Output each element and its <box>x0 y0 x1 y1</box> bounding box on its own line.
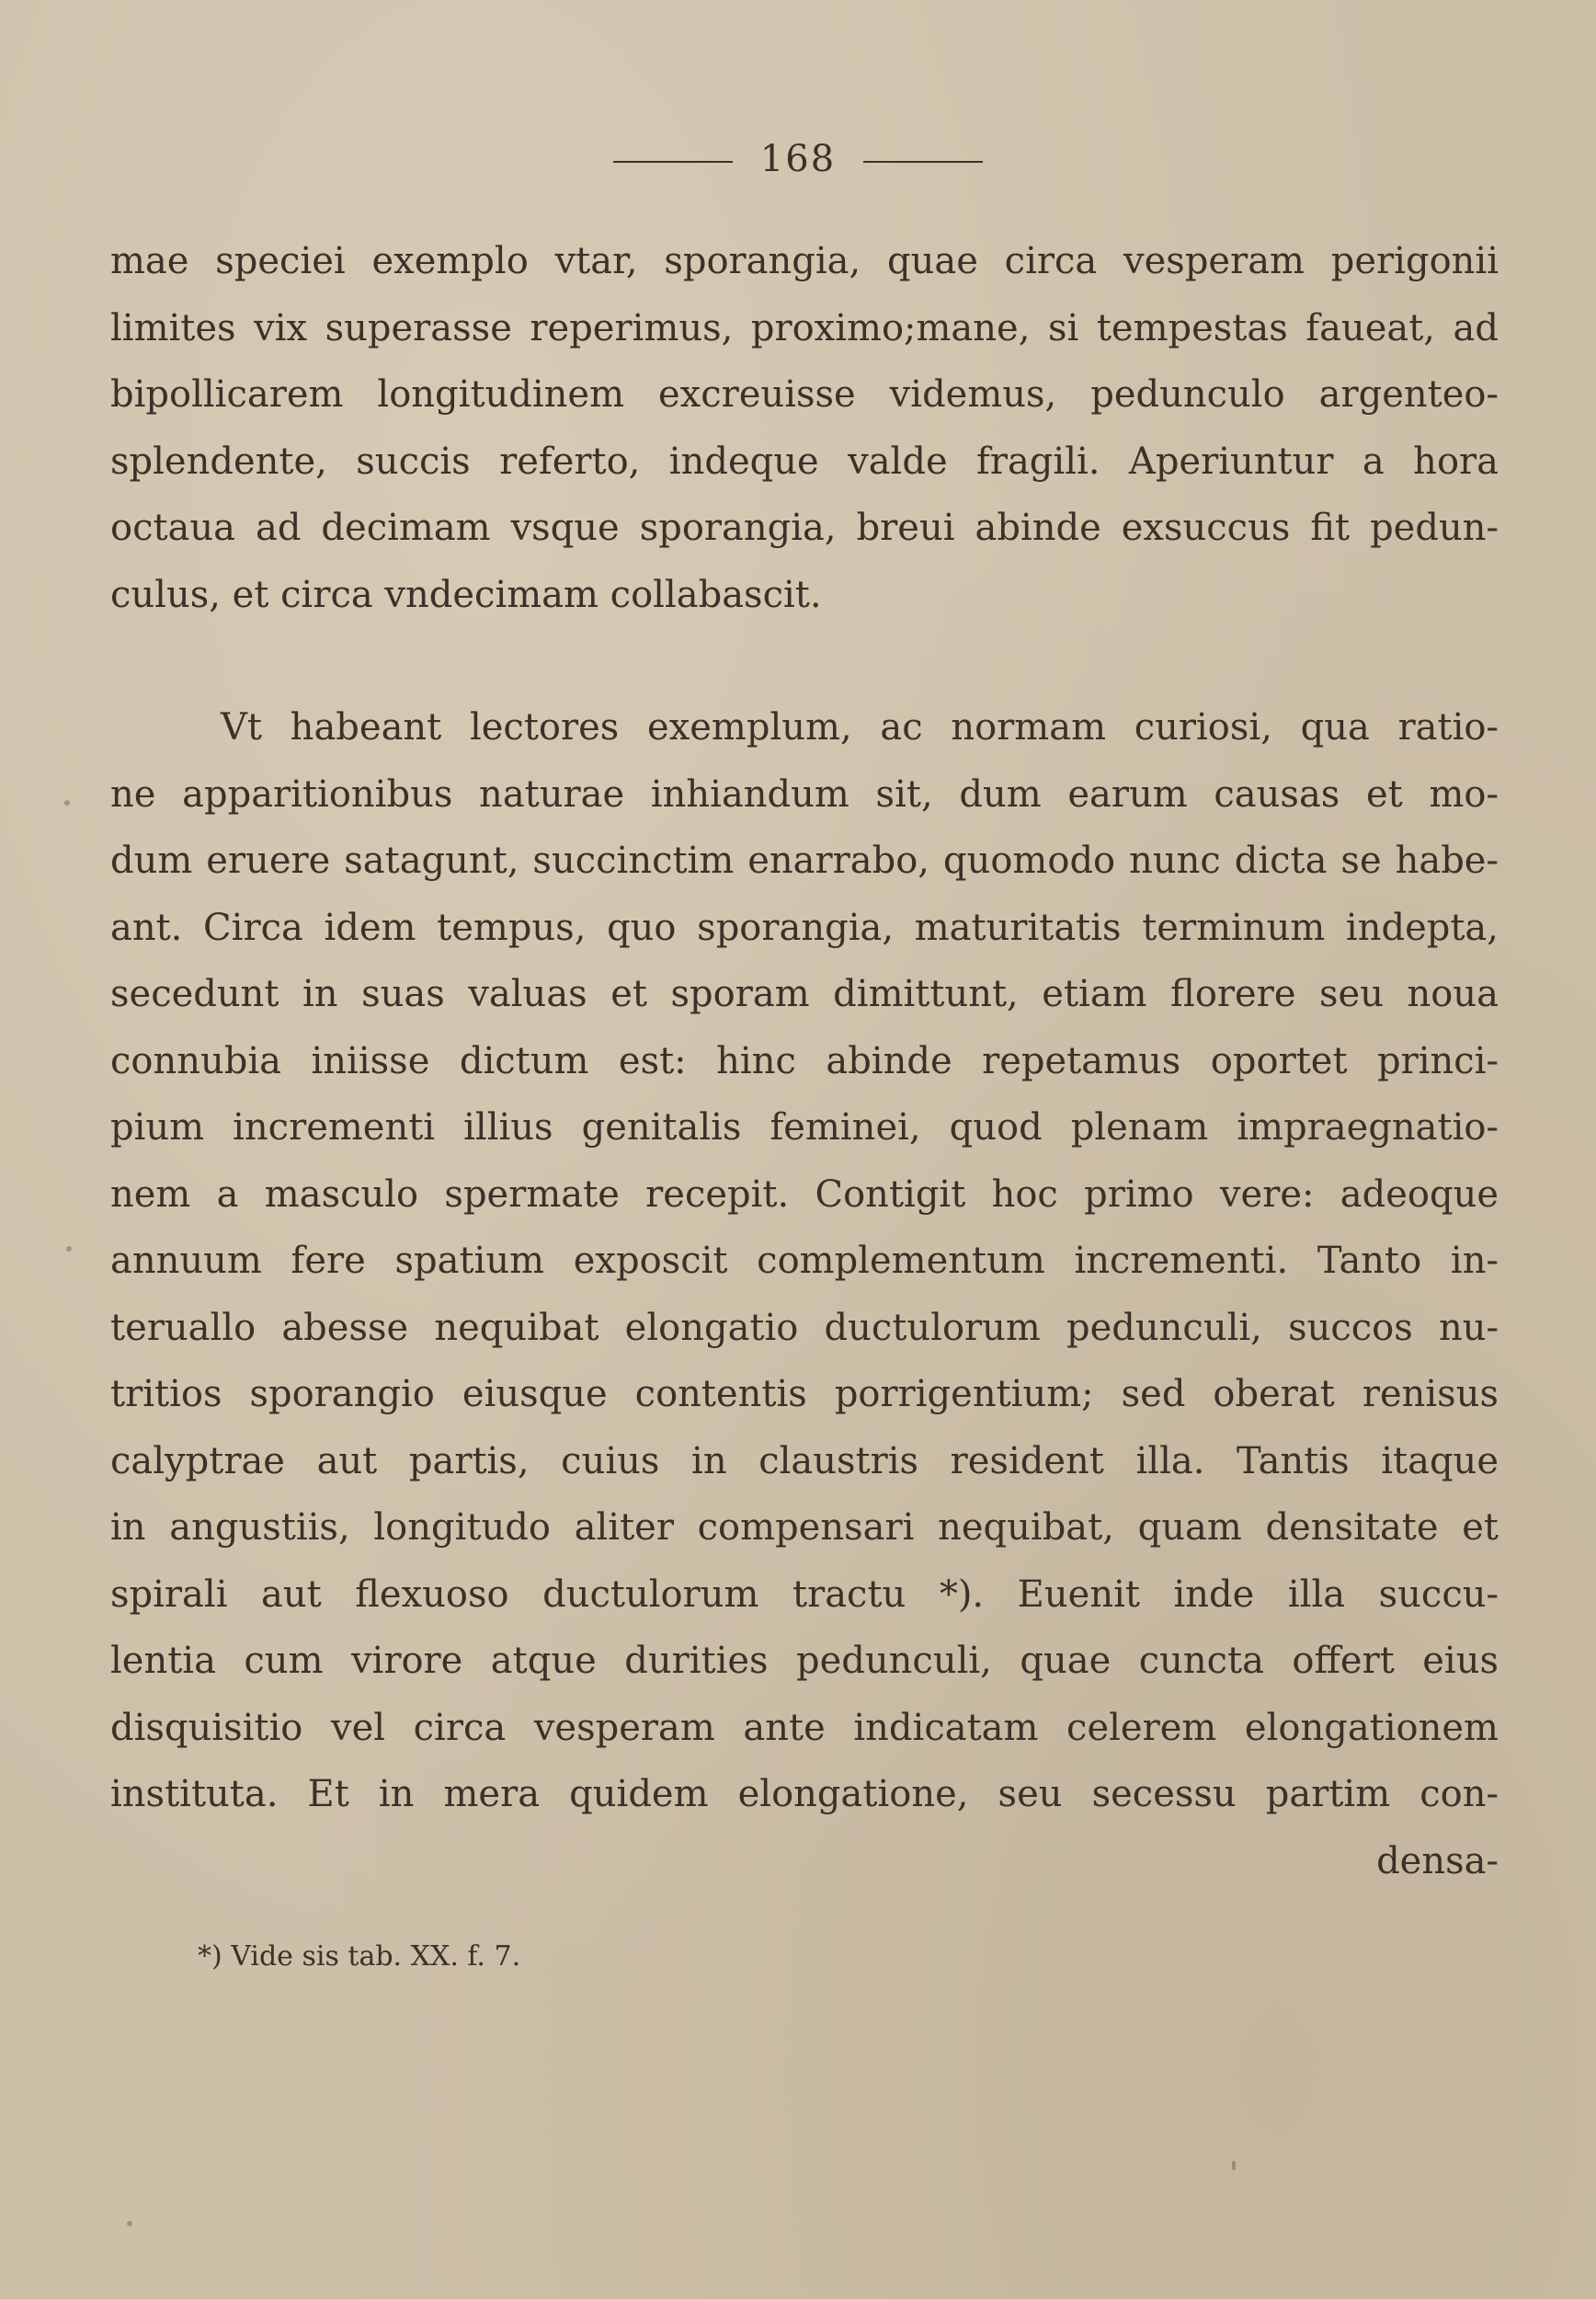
paper-speck <box>66 1246 72 1252</box>
text-line: in angustiis, longitudo aliter compensari nequibat, quam densitate et <box>110 1506 1499 1549</box>
text-line: mae speciei exemplo vtar, sporangia, quae circa vesperam perigonii <box>110 240 1499 282</box>
text-line: calyptrae aut partis, cuius in claustris resident illa. Tantis itaque <box>110 1439 1499 1482</box>
text-line: dum eruere satagunt, succinctim enarrabo, quomodo nunc dicta se habe- <box>110 840 1499 882</box>
page-header <box>0 138 1596 180</box>
text-line: secedunt in suas valuas et sporam dimittunt, etiam florere seu noua <box>110 973 1499 1015</box>
text-line: lentia cum virore atque durities pedunculi, quae cuncta offert eius <box>110 1640 1499 1682</box>
text-line: spirali aut flexuoso ductulorum tractu *). Euenit inde illa succu- <box>110 1573 1499 1616</box>
text-line: bipollicarem longitudinem excreuisse videmus, pedunculo argenteo- <box>110 373 1499 416</box>
header-rule-left <box>613 161 733 163</box>
text-line: disquisitio vel circa vesperam ante indicatam celerem elongationem <box>110 1706 1499 1749</box>
paper-speck <box>1232 2161 1236 2170</box>
text-line: nem a masculo spermate recepit. Contigit hoc primo vere: adeoque <box>110 1172 1499 1216</box>
paragraph-1 <box>110 228 1499 628</box>
text-line: Vt habeant lectores exemplum, ac normam curiosi, qua ratio- <box>221 706 1499 749</box>
text-line: ant. Circa idem tempus, quo sporangia, maturitatis terminum indepta, <box>110 906 1499 949</box>
catchword: densa- <box>1376 1839 1499 1882</box>
text-line: tritios sporangio eiusque contentis porrigentium; sed oberat renisus <box>110 1373 1499 1415</box>
paper-speck <box>127 2221 132 2226</box>
paragraph-2 <box>110 694 1499 1894</box>
text-line: octaua ad decimam vsque sporangia, breui abinde exsuccus fit pedun- <box>110 507 1499 549</box>
text-line: limites vix superasse reperimus, proximo;mane, si tempestas faueat, ad <box>110 306 1499 349</box>
text-line: pium incrementi illius genitalis feminei, quod plenam impraegnatio- <box>110 1106 1499 1149</box>
text-line: ne apparitionibus naturae inhiandum sit, dum earum causas et mo- <box>110 772 1499 816</box>
footnote: *) Vide sis tab. XX. f. 7. <box>198 1940 521 1973</box>
text-line: splendente, succis referto, indeque valde fragili. Aperiuntur a hora <box>110 440 1499 483</box>
paper-speck <box>64 800 70 806</box>
page-number: 168 <box>759 138 837 180</box>
text-line: culus, et circa vndecimam collabascit. <box>110 573 822 616</box>
text-line: connubia iniisse dictum est: hinc abinde repetamus oportet princi- <box>110 1039 1499 1082</box>
text-line: annuum fere spatium exposcit complementum incrementi. Tanto in- <box>110 1240 1499 1282</box>
text-line: instituta. Et in mera quidem elongatione, seu secessu partim con- <box>110 1773 1499 1815</box>
text-line: teruallo abesse nequibat elongatio ductulorum pedunculi, succos nu- <box>110 1306 1499 1349</box>
header-rule-right <box>863 161 983 163</box>
